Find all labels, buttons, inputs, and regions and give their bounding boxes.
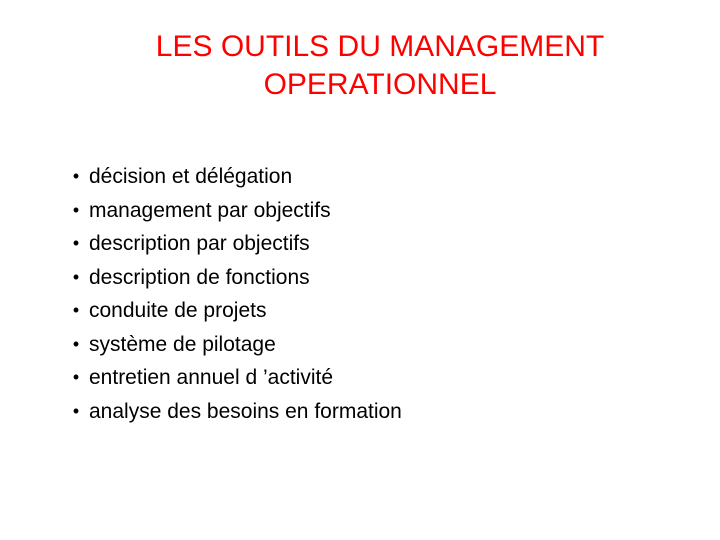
bullet-icon: • [72,333,80,354]
bullet-icon: • [72,300,80,320]
bullet-text: conduite de projets [89,299,267,322]
bullet-icon: • [72,166,80,186]
bullet-icon: • [72,266,80,287]
bullet-text: analyse des besoins en formation [89,399,402,423]
bullet-icon: • [72,400,80,421]
title-line-2: OPERATIONNEL [263,68,497,101]
slide-title [60,28,700,104]
bullet-icon: • [72,367,80,387]
bullet-text: description par objectifs [89,232,310,255]
bullet-icon: • [72,199,80,220]
bullet-icon: • [72,233,80,253]
bullet-text: décision et délégation [89,165,293,188]
bullet-text: description de fonctions [89,265,310,289]
bullet-text: management par objectifs [89,198,331,222]
title-line-1: LES OUTILS DU MANAGEMENT [155,30,605,63]
bullet-text: système de pilotage [89,332,276,356]
bullet-text: entretien annuel d ’activité [89,366,333,389]
